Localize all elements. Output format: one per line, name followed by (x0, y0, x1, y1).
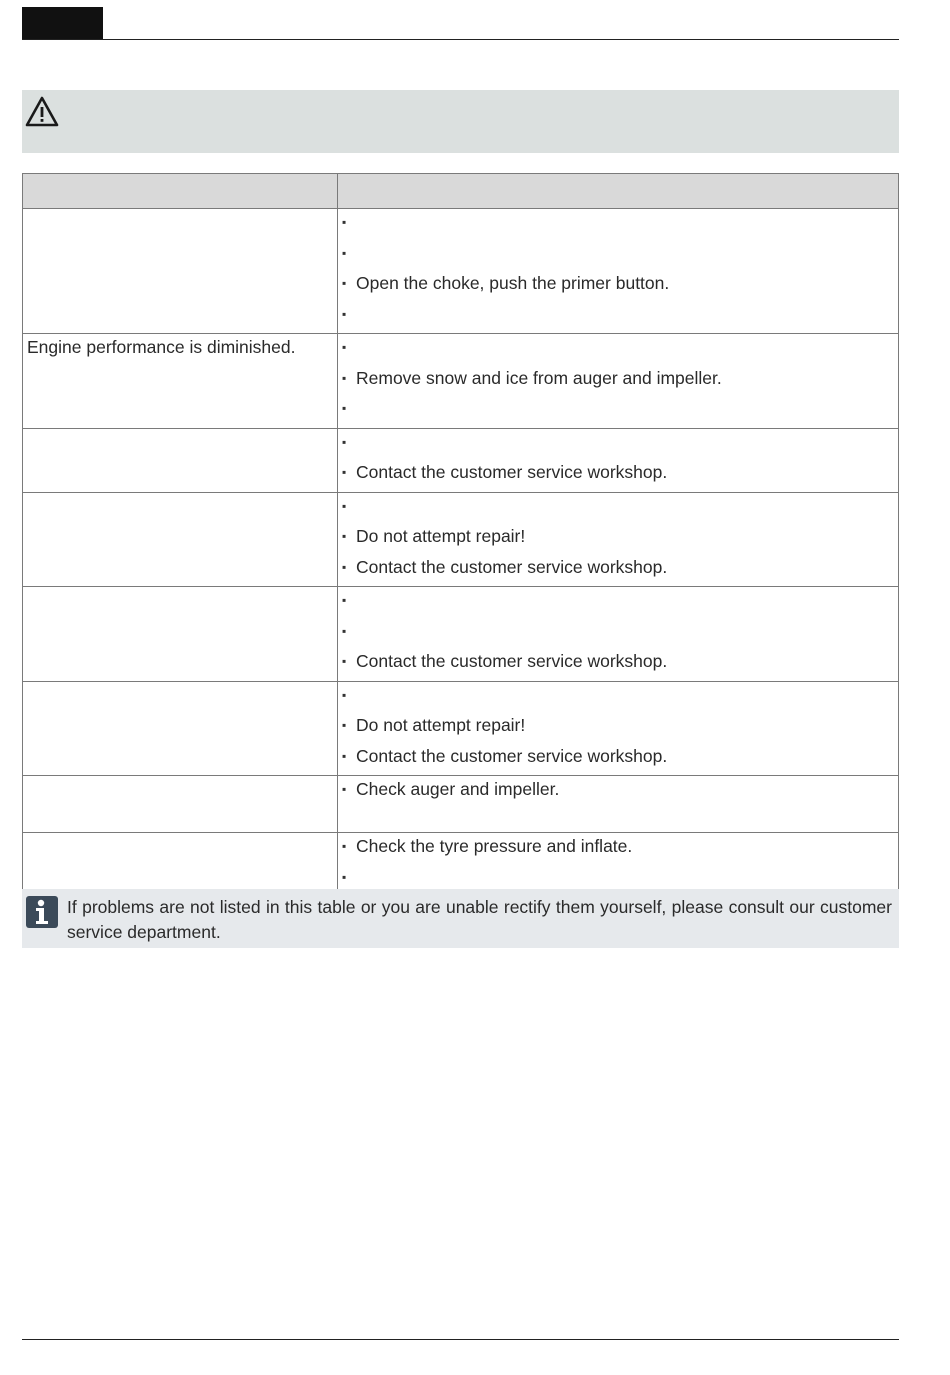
problem-cell (23, 776, 338, 833)
info-box (22, 889, 899, 948)
header-page-block (22, 7, 103, 40)
remedy-item (342, 684, 894, 715)
remedy-text: Do not attempt repair! (356, 715, 526, 735)
table-row (23, 833, 899, 897)
table-row (23, 492, 899, 587)
bullet-icon: ▪ (342, 529, 347, 543)
remedy-cell (338, 776, 899, 833)
remedy-cell (338, 209, 899, 334)
bullet-icon: ▪ (342, 748, 347, 763)
bullet-icon: ▪ (342, 465, 347, 479)
bullet-icon: ▪ (342, 245, 347, 260)
remedy-item (342, 778, 894, 809)
remedy-text: Remove snow and ice from auger and impeller. (356, 367, 722, 388)
remedy-text: Open the choke, push the primer button. (356, 273, 670, 293)
remedy-text: Contact the customer service workshop. (356, 651, 668, 671)
warning-box (22, 90, 899, 153)
table-body (23, 209, 899, 897)
remedy-text: Contact the customer service workshop. (356, 462, 668, 482)
bullet-icon: ▪ (342, 654, 347, 668)
remedy-text: Do not attempt repair! (356, 526, 526, 546)
remedy-cell (338, 334, 899, 429)
problem-cell (23, 209, 338, 334)
bullet-icon: ▪ (342, 869, 347, 884)
info-icon (26, 896, 58, 928)
problem-cell (23, 681, 338, 776)
bullet-icon: ▪ (342, 340, 347, 354)
remedy-item (342, 367, 894, 398)
remedy-item (342, 745, 894, 776)
table-row (23, 209, 899, 334)
remedy-item (342, 650, 894, 681)
bullet-icon: ▪ (342, 593, 347, 607)
problem-cell (23, 492, 338, 587)
column-header-remedy (338, 174, 899, 209)
table-row (23, 428, 899, 492)
remedy-text: Check the tyre pressure and inflate. (356, 836, 633, 856)
remedy-item (342, 525, 894, 556)
footer-divider (22, 1339, 899, 1340)
remedy-item (342, 272, 894, 303)
remedy-item (342, 556, 894, 587)
warning-triangle-icon (25, 96, 59, 128)
bullet-icon: ▪ (342, 623, 347, 638)
bullet-icon: ▪ (342, 559, 347, 574)
remedy-item (342, 431, 894, 462)
bullet-icon: ▪ (342, 401, 347, 415)
remedy-cell (338, 833, 899, 897)
problem-cell (23, 833, 338, 897)
bullet-icon: ▪ (342, 215, 347, 229)
remedy-text: Contact the customer service workshop. (356, 556, 668, 577)
bullet-icon: ▪ (342, 782, 347, 796)
problem-cell (23, 428, 338, 492)
header-divider (22, 39, 899, 40)
remedy-item (342, 461, 894, 492)
remedy-item (342, 589, 894, 620)
remedy-text: Check auger and impeller. (356, 779, 560, 799)
bullet-icon: ▪ (342, 839, 347, 853)
bullet-icon: ▪ (342, 718, 347, 732)
remedy-cell (338, 428, 899, 492)
remedy-item (342, 714, 894, 745)
bullet-icon: ▪ (342, 434, 347, 449)
info-text: If problems are not listed in this table or you are unable rectify them yourself, please consult our customer service department. (67, 897, 892, 942)
remedy-item (342, 336, 894, 367)
table-row (23, 334, 899, 429)
problem-cell: Engine performance is diminished. (23, 334, 338, 429)
bullet-icon: ▪ (342, 306, 347, 321)
bullet-icon: ▪ (342, 370, 347, 385)
remedy-item (342, 242, 894, 273)
remedy-item (342, 495, 894, 526)
bullet-icon: ▪ (342, 687, 347, 702)
table-header-row (23, 174, 899, 209)
bullet-icon: ▪ (342, 276, 347, 290)
bullet-icon: ▪ (342, 498, 347, 513)
remedy-item (342, 303, 894, 334)
remedy-text: Contact the customer service workshop. (356, 745, 668, 766)
remedy-item (342, 620, 894, 651)
column-header-problem (23, 174, 338, 209)
table-row (23, 681, 899, 776)
remedy-cell (338, 681, 899, 776)
problem-cell (23, 587, 338, 682)
table-row (23, 587, 899, 682)
troubleshooting-table (22, 173, 899, 897)
remedy-item (342, 397, 894, 428)
remedy-item (342, 835, 894, 866)
remedy-cell (338, 492, 899, 587)
table-row (23, 776, 899, 833)
remedy-item (342, 211, 894, 242)
remedy-cell (338, 587, 899, 682)
